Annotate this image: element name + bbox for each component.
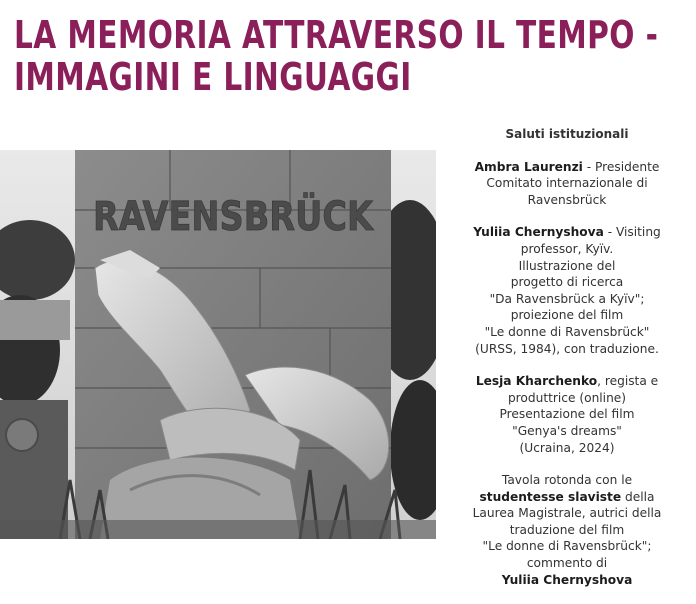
memorial-sculpture-image	[0, 150, 436, 539]
speaker-name: Yuliia Chernyshova	[473, 225, 604, 240]
item-text: Laurea Magistrale, autrici della	[472, 506, 662, 521]
item-text: "Le donne di Ravensbrück";	[482, 539, 652, 554]
item-text: - Visiting	[607, 225, 661, 240]
highlight-text: studentesse slaviste	[479, 489, 622, 504]
memorial-photo	[0, 150, 436, 539]
item-text: Illustrazione del	[518, 258, 616, 273]
item-text: "Genya's dreams"	[512, 423, 622, 438]
item-text: Tavola rotonda con le	[501, 473, 633, 488]
title-line-1: LA MEMORIA ATTRAVERSO IL TEMPO -	[14, 13, 659, 57]
item-text: produttrice (online)	[507, 390, 627, 405]
item-text: professor, Kyïv.	[520, 241, 614, 256]
item-text: commento di	[526, 556, 608, 571]
engraved-text: RAVENSBRÜCK	[93, 194, 427, 240]
program-item	[442, 224, 692, 357]
item-text: (Ucraina, 2024)	[519, 440, 615, 455]
item-text: "Da Ravensbrück a Kyïv";	[489, 291, 645, 306]
item-text: - Presidente	[586, 159, 660, 174]
item-text: Ravensbrück	[527, 192, 607, 207]
item-text: , regista e	[597, 374, 659, 389]
program-item	[442, 159, 692, 209]
item-text: progetto di ricerca	[510, 275, 624, 290]
item-text: Comitato internazionale di	[486, 176, 648, 191]
item-text: (URSS, 1984), con traduzione.	[475, 341, 659, 356]
item-text: traduzione del film	[509, 522, 625, 537]
item-text: proiezione del film	[510, 308, 624, 323]
item-text: "Le donne di Ravensbrück"	[484, 324, 650, 339]
program-schedule	[442, 126, 692, 604]
event-title	[14, 13, 659, 99]
item-text: della	[625, 489, 655, 504]
speaker-name: Yuliia Chernyshova	[501, 572, 633, 587]
program-item	[442, 373, 692, 456]
program-item	[442, 472, 692, 588]
item-text: Presentazione del film	[499, 407, 635, 422]
speaker-name: Lesja Kharchenko	[475, 374, 598, 389]
title-line-2: IMMAGINI E LINGUAGGI	[14, 55, 412, 99]
program-heading: Saluti istituzionali	[505, 127, 629, 141]
speaker-name: Ambra Laurenzi	[474, 159, 583, 174]
